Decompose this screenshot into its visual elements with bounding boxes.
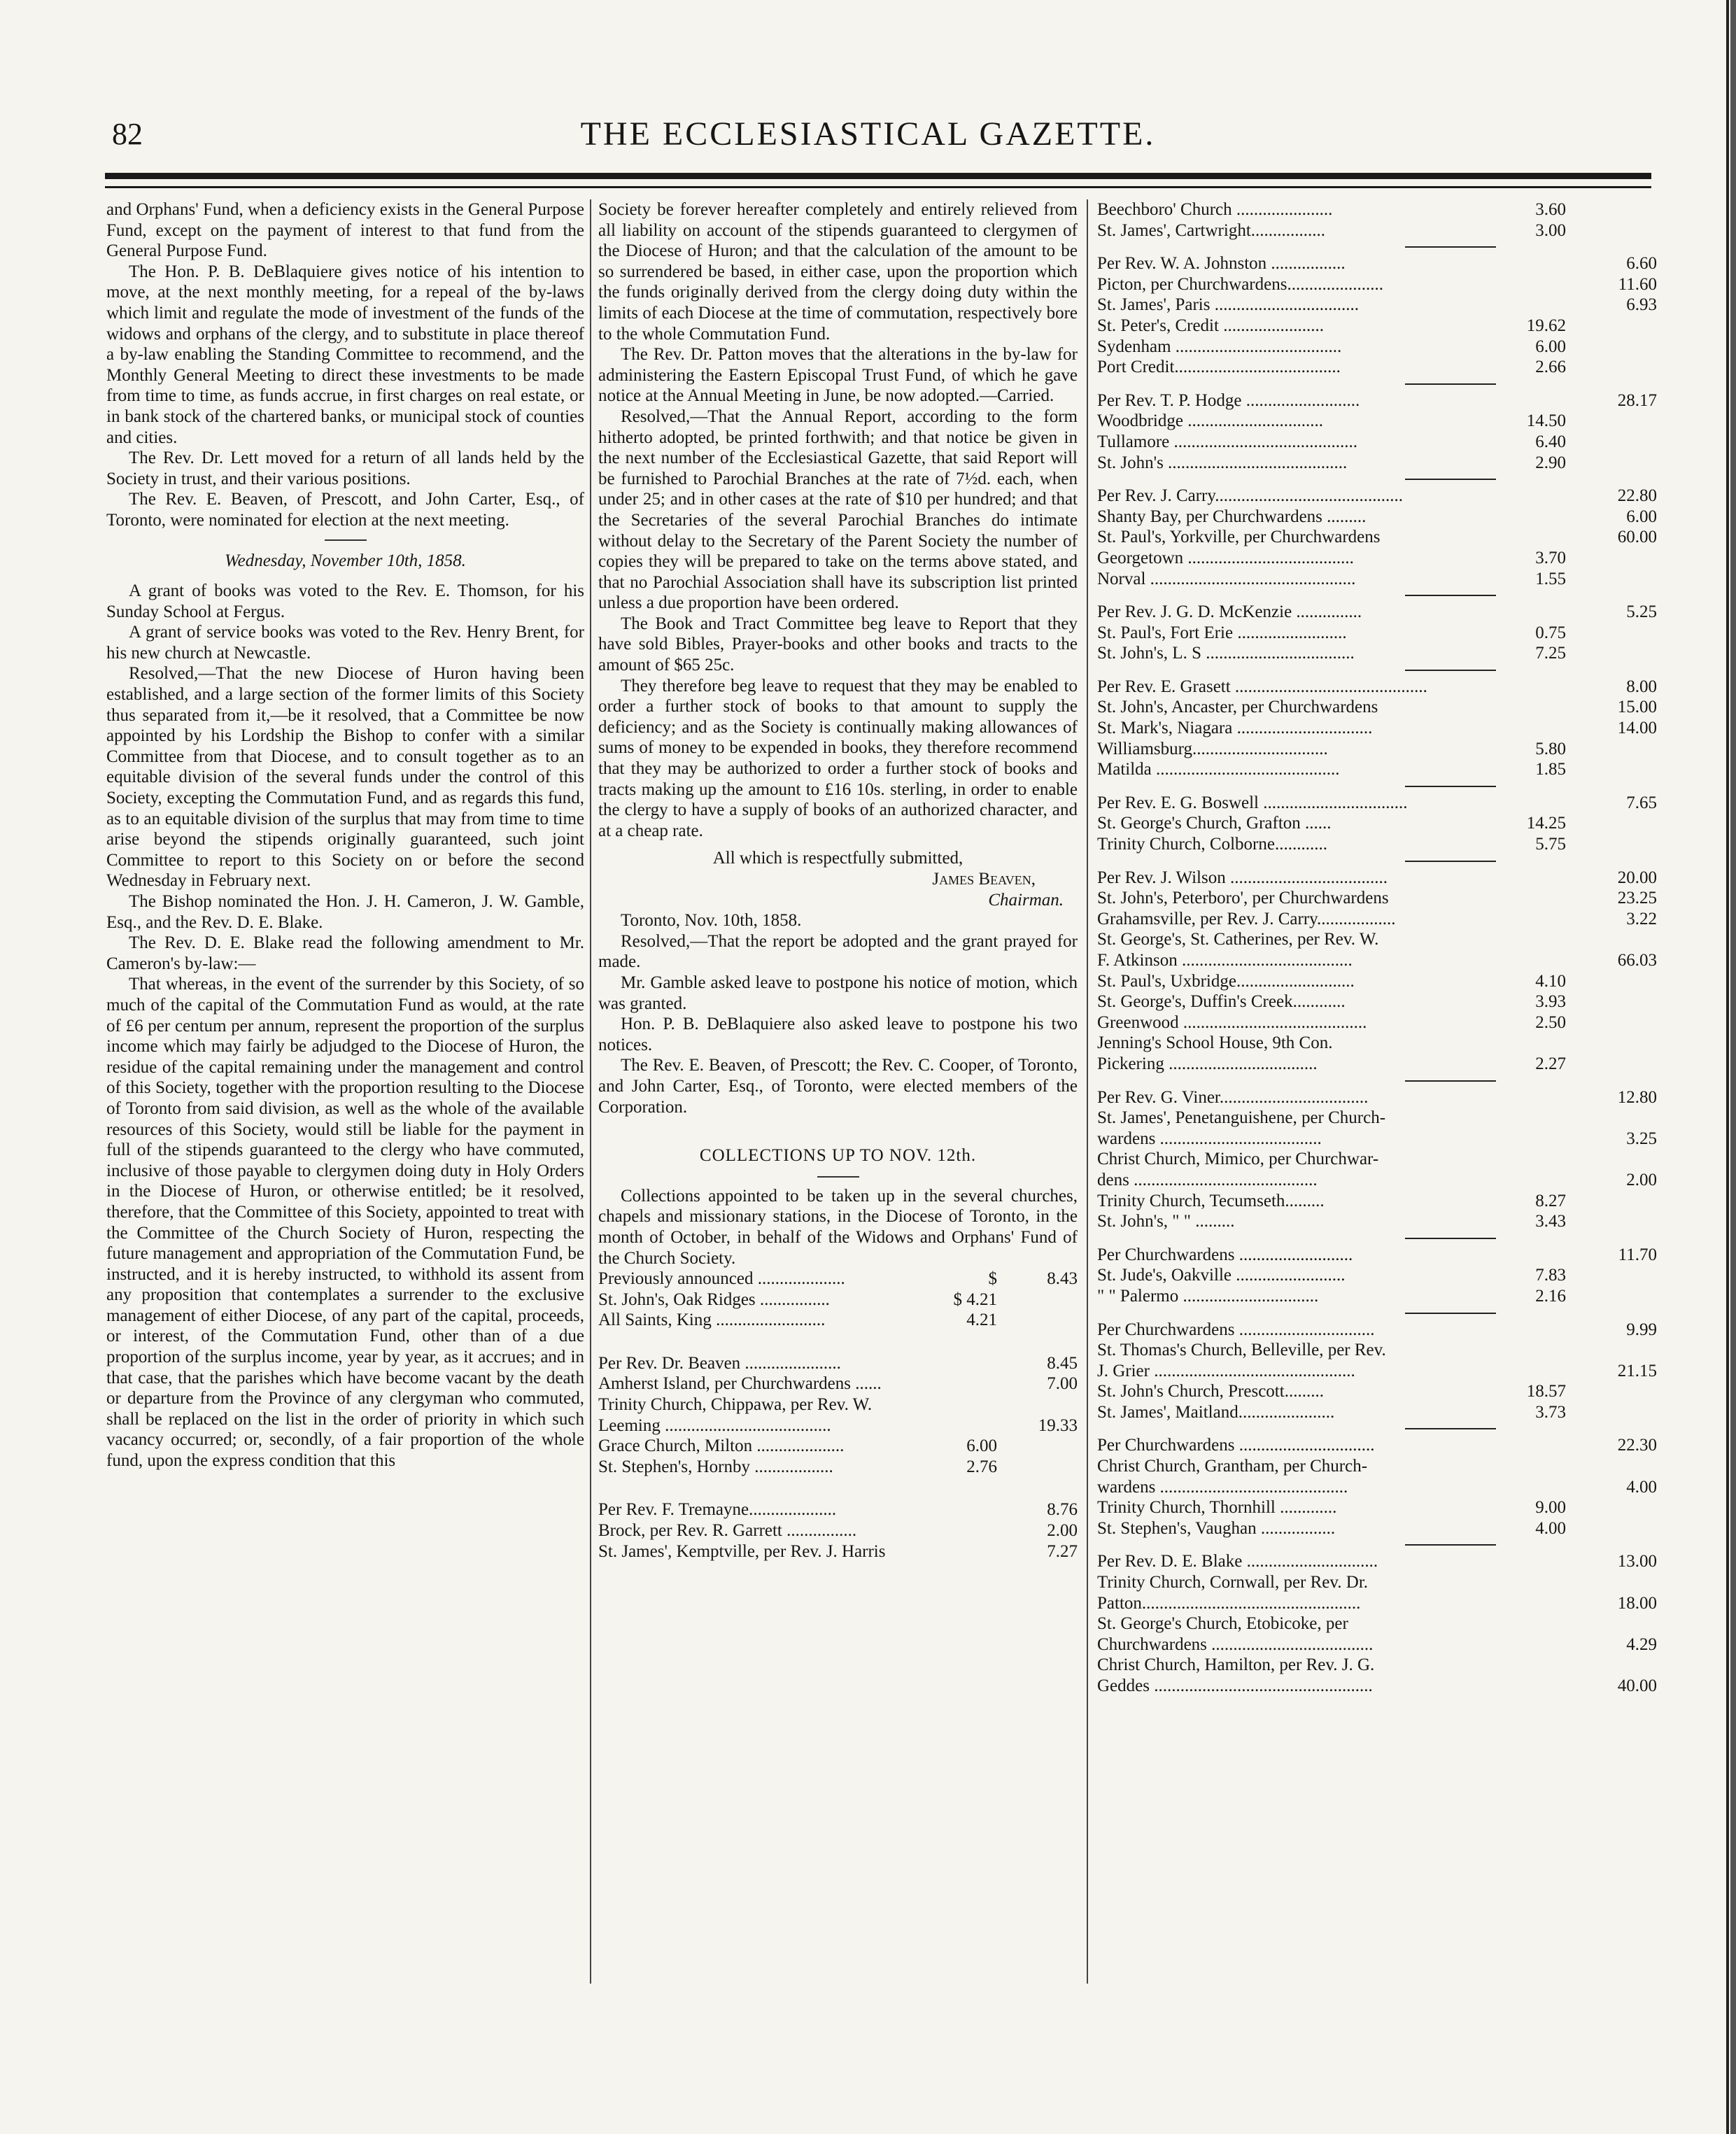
collection-row	[1097, 971, 1657, 992]
collection-row	[1097, 1361, 1657, 1382]
collection-name: St. Paul's, Fort Erie .........................	[1097, 623, 1347, 642]
collections-heading: COLLECTIONS UP TO NOV. 12th.	[699, 1146, 977, 1166]
collection-name: Pickering ..................................	[1097, 1054, 1318, 1073]
total-amount: 4.00	[1626, 1477, 1657, 1497]
column-2	[598, 199, 1078, 1562]
total-amount: 8.00	[1626, 677, 1657, 696]
collection-row	[1097, 1320, 1657, 1341]
collection-name: Trinity Church, Cornwall, per Rev. Dr.	[1097, 1573, 1369, 1592]
paragraph: That whereas, in the event of the surrender by this Society, of so much of the capital of the Commutation Fund as would, at the rate of £6 per centum per annum, represent the proportion of the surplus income which may fairly be adjudged to the Diocese of Huron, the residue of the capital remaining under the management and control of this Society, together with the proportion resulting to the Diocese of Toronto from said division, as well as the whole of the available resources of this Society, would still be liable for the payment in full of the stipends guaranteed to the clergy who have commuted, inclusive of those payable to clergymen doing duty in Holy Orders in the Diocese of Huron, or otherwise entitled; be it resolved, therefore, that the Committee of this Society, appointed to treat with the Committee of the Church Society of Huron, respecting the future management and appropriation of the Commutation Fund, be instructed, and it is hereby instructed, to withhold its assent from any proposition that contemplates a surrender to the exclusive management of either Diocese, of any part of the capital, proceeds, or interest, of the Commutation Fund, other than of a due proportion of the surplus income, year by year, as it accrues; and in that case, that the parishes which have become vacant by the death or departure from the Province of any clergyman who commuted, shall be replaced on the list in the order of priority in which such vacancy occurred; or, secondly, of a fair proportion of the whole fund, upon the express condition that this	[106, 975, 584, 1471]
collection-name: St. James', Kemptville, per Rev. J. Harris	[598, 1541, 886, 1561]
subtotal-amount: 5.80	[1535, 739, 1566, 758]
paragraph: The Rev. E. Beaven, of Prescott; the Rev. C. Cooper, of Toronto, and John Carter, Esq., of Toronto, were elected members of the Corporation.	[598, 1056, 1078, 1117]
collection-row	[598, 1541, 1078, 1562]
collection-row	[1097, 569, 1657, 590]
collection-row	[1097, 1286, 1657, 1307]
page-number: 82	[112, 117, 143, 151]
paragraph: A grant of books was voted to the Rev. E. Thomson, for his Sunday School at Fergus.	[106, 581, 584, 621]
subtotal-amount: 0.75	[1535, 623, 1566, 642]
collection-name: St. George's Church, Grafton ......	[1097, 814, 1332, 833]
collection-name: Trinity Church, Thornhill .............	[1097, 1498, 1337, 1518]
subtotal-amount: 2.27	[1535, 1054, 1566, 1073]
column-divider	[590, 199, 591, 1984]
total-amount: 28.17	[1617, 390, 1657, 410]
collection-name: St. John's Church, Prescott.........	[1097, 1382, 1324, 1401]
collection-row	[1097, 929, 1657, 950]
collection-name: Tullamore ..........................................	[1097, 432, 1357, 451]
subtotal-amount: 4.00	[1535, 1518, 1566, 1538]
subtotal-amount: 3.93	[1535, 992, 1566, 1012]
paragraph: The Bishop nominated the Hon. J. H. Cameron, J. W. Gamble, Esq., and the Rev. D. E. Blake.	[106, 892, 584, 932]
subtotal-amount: 6.00	[966, 1436, 997, 1456]
collection-name: St. George's Church, Etobicoke, per	[1097, 1614, 1348, 1634]
collection-name: Greenwood ..........................................	[1097, 1012, 1367, 1032]
collection-row	[598, 1373, 1078, 1394]
collection-row	[1097, 1340, 1657, 1361]
collection-row	[1097, 1634, 1657, 1655]
collection-name: Previously announced ....................	[598, 1269, 845, 1289]
collection-name: Per Rev. J. G. D. McKenzie ...............	[1097, 602, 1362, 622]
collection-name: Amherst Island, per Churchwardens ......	[598, 1374, 882, 1394]
total-amount: 60.00	[1617, 528, 1657, 547]
collection-row	[1097, 357, 1657, 378]
collection-name: St. Stephen's, Hornby ..................	[598, 1457, 833, 1476]
collection-row	[1097, 623, 1657, 644]
collection-row	[1097, 295, 1657, 316]
paragraph: The Rev. D. E. Blake read the following amendment to Mr. Cameron's by-law:—	[106, 933, 584, 973]
subtotal-amount: 4.10	[1535, 971, 1566, 991]
group-divider	[1405, 1313, 1496, 1314]
collection-name: Grace Church, Milton ....................	[598, 1436, 845, 1456]
collection-name: Jenning's School House, 9th Con.	[1097, 1033, 1333, 1053]
collection-row	[598, 1269, 1078, 1289]
collection-name: Christ Church, Grantham, per Church-	[1097, 1457, 1368, 1476]
collection-row	[1097, 1572, 1657, 1593]
collection-name: St. Paul's, Yorkville, per Churchwardens	[1097, 528, 1381, 547]
collection-row	[598, 1353, 1078, 1374]
subtotal-amount: 1.55	[1535, 569, 1566, 588]
group-divider	[1405, 479, 1496, 480]
collection-row	[1097, 1054, 1657, 1075]
total-amount: 2.00	[1626, 1170, 1657, 1189]
collection-name: Per Churchwardens ..........................	[1097, 1245, 1353, 1264]
collection-row	[1097, 1191, 1657, 1212]
collection-name: F. Atkinson .......................................	[1097, 951, 1353, 970]
collection-row	[1097, 1435, 1657, 1456]
collection-row	[1097, 1655, 1657, 1676]
paragraph: Resolved,—That the Annual Report, according to the form hitherto adopted, be printed forthwith; and that notice be given in the next number of the Ecclesiastical Gazette, that said Report will be furnished to Parochial Branches at the rate of 7½d. each, when under 25; and in other cases at the rate of $10 per hundred; and that the Secretaries of the several Parochial Branches do intimate without delay to the Secretary of the Parent Society the number of copies they will be prepared to take on the terms above stated, and that no Parochial Association shall have its subscription list printed unless a due proportion have been ordered.	[598, 407, 1078, 613]
total-amount: 8.43	[1047, 1269, 1078, 1289]
subtotal-amount: 3.70	[1535, 548, 1566, 567]
collection-name: Port Credit......................................	[1097, 358, 1341, 377]
total-amount: 9.99	[1626, 1320, 1657, 1339]
collection-row	[1097, 1456, 1657, 1477]
total-amount: 22.80	[1617, 486, 1657, 506]
paragraph: They therefore beg leave to request that they may be enabled to order a further stock of books to that amount to supply the deficiency; and as the Society is continually making allowances of sums of money to be expended in books, they therefore recommend that they may be authorized to order a further stock of books and tracts making up the amount to £16 10s. sterling, in order to enable the clergy to have a supply of books of an authorized character, and at a cheap rate.	[598, 676, 1078, 840]
group-divider	[1405, 861, 1496, 862]
collection-row	[1097, 718, 1657, 739]
collection-row	[598, 1394, 1078, 1415]
total-amount: 14.00	[1617, 719, 1657, 738]
collection-name: Shanty Bay, per Churchwardens .........	[1097, 507, 1367, 526]
collection-name: St. Peter's, Credit .......................	[1097, 316, 1324, 335]
paragraph: The Book and Tract Committee beg leave to Report that they have sold Bibles, Prayer-books and other books and tracts to the amount of $65 25c.	[598, 614, 1078, 675]
collection-name: Leeming ......................................	[598, 1415, 831, 1435]
group-divider	[1405, 1238, 1496, 1239]
collection-name: J. Grier ..............................................	[1097, 1361, 1355, 1380]
collection-name: St. Thomas's Church, Belleville, per Rev.	[1097, 1341, 1386, 1360]
collection-row	[1097, 1518, 1657, 1539]
collection-name: Per Rev. F. Tremayne....................	[598, 1500, 837, 1520]
collection-name: Woodbridge ...............................	[1097, 411, 1323, 431]
collection-name: Sydenham ......................................	[1097, 337, 1342, 356]
collection-row	[598, 1289, 1078, 1310]
total-amount: 21.15	[1617, 1361, 1657, 1380]
collection-row	[1097, 1593, 1657, 1614]
paragraph: The Rev. Dr. Patton moves that the alterations in the by-law for administering the Eastern Episcopal Trust Fund, of which he gave notice at the Annual Meeting in June, be now adopted.—Carried.	[598, 345, 1078, 406]
subtotal-amount: 4.21	[966, 1310, 997, 1330]
collection-name: wardens .....................................	[1097, 1129, 1322, 1148]
collection-row	[1097, 643, 1657, 664]
collection-name: Matilda ..........................................	[1097, 760, 1340, 779]
collection-row	[1097, 337, 1657, 358]
collection-row	[1097, 199, 1657, 220]
collection-row	[1097, 548, 1657, 569]
collection-name: St. John's, " " .........	[1097, 1212, 1235, 1231]
subtotal-amount: 7.83	[1535, 1266, 1566, 1285]
collection-name: St. John's, Ancaster, per Churchwardens	[1097, 698, 1378, 717]
column-divider	[1087, 199, 1088, 1984]
total-amount: 6.00	[1626, 507, 1657, 526]
group-spacer	[598, 1331, 1078, 1353]
collection-name: St. Paul's, Uxbridge...........................	[1097, 971, 1355, 991]
paragraph: Society be forever hereafter completely and entirely relieved from all liability on account of the stipends guaranteed to clergymen of the Diocese of Huron; and that the calculation of the amount to be so surrendered be based, in either case, upon the proportion which the funds originally derived from the clergy doing duty within the limits of each Diocese at the time of commutation, respectively bore to the whole Commutation Fund.	[598, 200, 1078, 344]
collection-row	[1097, 1477, 1657, 1498]
group-divider	[1405, 786, 1496, 787]
page-edge-border	[1716, 0, 1736, 2134]
total-amount: 8.45	[1047, 1353, 1078, 1373]
subtotal-amount: 6.00	[1535, 337, 1566, 356]
group-divider	[1405, 670, 1496, 671]
collection-name: St. George's, St. Catherines, per Rev. W.	[1097, 930, 1379, 949]
total-amount: 3.25	[1626, 1129, 1657, 1148]
collection-row	[1097, 868, 1657, 889]
collection-name: Churchwardens .....................................	[1097, 1634, 1374, 1654]
paragraph: Hon. P. B. DeBlaquiere also asked leave to postpone his two notices.	[598, 1015, 1078, 1054]
group-divider	[1405, 1544, 1496, 1546]
total-amount: 6.60	[1626, 254, 1657, 274]
page-title: THE ECCLESIASTICAL GAZETTE.	[580, 115, 1156, 153]
total-amount: 8.76	[1047, 1500, 1078, 1520]
paragraph: and Orphans' Fund, when a deficiency exists in the General Purpose Fund, except on the payment of interest to that fund from the General Purpose Fund.	[106, 200, 584, 261]
collection-name: St. James', Cartwright.................	[1097, 220, 1326, 240]
subtotal-amount: 14.25	[1526, 814, 1566, 833]
collection-name: Picton, per Churchwardens......................	[1097, 274, 1383, 294]
subtotal-amount: 3.60	[1535, 200, 1566, 219]
collection-row	[1097, 834, 1657, 855]
collection-row	[598, 1415, 1078, 1436]
group-divider	[1405, 246, 1496, 248]
collection-row	[1097, 1381, 1657, 1402]
total-amount: 13.00	[1617, 1552, 1657, 1571]
collection-name: Per Rev. W. A. Johnston .................	[1097, 254, 1346, 274]
collection-name: wardens ...........................................	[1097, 1477, 1348, 1497]
collection-row	[1097, 316, 1657, 337]
group-divider	[1405, 383, 1496, 385]
group-divider	[1405, 1080, 1496, 1082]
paragraph: A grant of service books was voted to the Rev. Henry Brent, for his new church at Newcastle.	[106, 623, 584, 663]
collection-name: St. James', Maitland......................	[1097, 1402, 1335, 1422]
collection-name: Trinity Church, Tecumseth.........	[1097, 1191, 1325, 1210]
subtotal-amount: 14.50	[1526, 411, 1566, 431]
collection-row	[1097, 1033, 1657, 1054]
collection-name: Christ Church, Mimico, per Churchwar-	[1097, 1150, 1379, 1169]
paragraph: The Rev. E. Beaven, of Prescott, and John Carter, Esq., of Toronto, were nominated for election at the next meeting.	[106, 490, 584, 530]
total-amount: 15.00	[1617, 698, 1657, 717]
collections-list	[598, 1269, 1078, 1562]
subtotal-amount: $ 4.21	[953, 1289, 997, 1309]
collection-row	[598, 1310, 1078, 1331]
subtotal-amount: 5.75	[1535, 835, 1566, 854]
collection-row	[1097, 677, 1657, 698]
collection-row	[1097, 1551, 1657, 1572]
collection-row	[1097, 1170, 1657, 1191]
collection-name: Per Rev. T. P. Hodge ..........................	[1097, 390, 1360, 410]
total-amount: 7.00	[1047, 1374, 1078, 1394]
subtotal-amount: 6.40	[1535, 432, 1566, 451]
collection-name: Norval ...............................................	[1097, 569, 1356, 588]
collection-row	[1097, 1012, 1657, 1033]
collection-name: Christ Church, Hamilton, per Rev. J. G.	[1097, 1655, 1375, 1675]
total-amount: 11.70	[1618, 1245, 1657, 1264]
total-amount: 6.93	[1626, 295, 1657, 315]
total-amount: 4.29	[1626, 1634, 1657, 1654]
collection-name: Per Rev. D. E. Blake ..............................	[1097, 1552, 1378, 1571]
subtotal-amount: 2.50	[1535, 1012, 1566, 1032]
collection-name: St. James', Paris .................................	[1097, 295, 1359, 315]
collection-name: St. Mark's, Niagara ...............................	[1097, 719, 1373, 738]
collection-row	[1097, 1676, 1657, 1697]
collection-row	[598, 1499, 1078, 1520]
total-amount: 18.00	[1617, 1593, 1657, 1613]
collection-name: Williamsburg...............................	[1097, 739, 1328, 758]
total-amount: 12.80	[1617, 1087, 1657, 1107]
total-amount: 5.25	[1626, 602, 1657, 622]
collection-row	[1097, 739, 1657, 760]
group-divider	[1405, 595, 1496, 596]
group-spacer	[598, 1477, 1078, 1499]
group-divider	[1405, 1428, 1496, 1429]
paragraph: Resolved,—That the new Diocese of Huron having been established, and a large section of the former limits of this Society thus separated from it,—be it resolved, that a Committee be now appointed by his Lordship the Bishop to confer with a similar Committee from that Diocese, and to consult together as to an equitable division of the several funds under the control of this Society, excepting the Commutation Fund, and as regards this fund, as to an equitable division of the surplus that may from time to time arise beyond the stipends originally guaranteed, such joint Committee to report to this Society on or before the second Wednesday in February next.	[106, 664, 584, 891]
collection-name: Patton..................................................	[1097, 1593, 1361, 1613]
collection-row	[1097, 253, 1657, 274]
collection-row	[1097, 453, 1657, 474]
total-amount: 22.30	[1617, 1436, 1657, 1455]
collection-name: Beechboro' Church ......................	[1097, 200, 1333, 219]
subtotal-amount: 7.25	[1535, 644, 1566, 663]
subtotal-amount: 18.57	[1526, 1382, 1566, 1401]
total-amount: 66.03	[1617, 951, 1657, 970]
subtotal-amount: 3.43	[1535, 1212, 1566, 1231]
subtotal-amount: 2.76	[966, 1457, 997, 1476]
collection-row	[598, 1457, 1078, 1478]
collection-row	[1097, 486, 1657, 507]
signer-role: Chairman.	[988, 890, 1064, 910]
collection-name: All Saints, King .........................	[598, 1310, 826, 1330]
total-amount: 2.00	[1047, 1521, 1078, 1541]
place-date: Toronto, Nov. 10th, 1858.	[621, 911, 802, 931]
collection-row	[1097, 793, 1657, 814]
collection-name: Per Rev. E. G. Boswell .................................	[1097, 793, 1408, 812]
collection-row	[1097, 1149, 1657, 1170]
total-amount: 23.25	[1617, 889, 1657, 908]
subtotal-amount: 1.85	[1535, 760, 1566, 779]
collection-row	[1097, 1613, 1657, 1634]
subtotal-amount: 9.00	[1535, 1498, 1566, 1518]
total-amount: 3.22	[1626, 909, 1657, 928]
collection-name: Per Rev. J. Wilson ....................................	[1097, 868, 1388, 887]
collection-name: Geddes ..................................................	[1097, 1676, 1373, 1695]
collection-name: Per Rev. Dr. Beaven ......................	[598, 1353, 841, 1373]
subtotal-amount: 19.62	[1526, 316, 1566, 335]
collection-name: St. John's, Peterboro', per Churchwardens	[1097, 889, 1389, 908]
collection-row	[1097, 759, 1657, 780]
collection-name: St. Stephen's, Vaughan .................	[1097, 1518, 1336, 1538]
collection-name: Brock, per Rev. R. Garrett ................	[598, 1521, 857, 1541]
collection-row	[1097, 1211, 1657, 1232]
collection-row	[1097, 602, 1657, 623]
subtotal-amount: 2.90	[1535, 453, 1566, 472]
collection-row	[1097, 1129, 1657, 1150]
collection-name: St. John's .........................................	[1097, 453, 1348, 472]
section-divider	[325, 539, 367, 541]
collection-name: St. Jude's, Oakville .........................	[1097, 1266, 1346, 1285]
collection-row	[1097, 1245, 1657, 1266]
collection-name: Per Churchwardens ...............................	[1097, 1320, 1375, 1339]
total-amount: 7.27	[1047, 1541, 1078, 1561]
collections-list	[1097, 199, 1657, 1697]
collection-row	[1097, 1402, 1657, 1423]
subtotal-amount: 2.66	[1535, 358, 1566, 377]
collection-name: Trinity Church, Chippawa, per Rev. W.	[598, 1395, 873, 1415]
collection-row	[1097, 432, 1657, 453]
collection-row	[1097, 950, 1657, 971]
collection-name: Trinity Church, Colborne............	[1097, 835, 1327, 854]
header-thin-rule	[105, 186, 1651, 188]
subtotal-amount: 3.00	[1535, 220, 1566, 240]
collection-row	[1097, 1087, 1657, 1108]
collection-row	[1097, 1497, 1657, 1518]
collection-name: Per Rev. G. Viner..................................	[1097, 1087, 1369, 1107]
meeting-date: Wednesday, November 10th, 1858.	[225, 551, 466, 570]
collection-name: St. James', Penetanguishene, per Church-	[1097, 1108, 1386, 1128]
column-3	[1097, 199, 1657, 1697]
collection-name: dens ..........................................	[1097, 1170, 1318, 1189]
collection-row	[1097, 1108, 1657, 1129]
collection-name: Georgetown ......................................	[1097, 548, 1354, 567]
subtotal-amount: 3.73	[1535, 1402, 1566, 1422]
collection-name: " " Palermo ...............................	[1097, 1286, 1319, 1306]
submitted-line: All which is respectfully submitted,	[712, 849, 964, 868]
collection-row	[1097, 1265, 1657, 1286]
subtotal-amount: 8.27	[1535, 1191, 1566, 1210]
signer-name: James Beaven,	[932, 870, 1036, 889]
subtotal-amount: 2.16	[1535, 1286, 1566, 1306]
collection-row	[1097, 909, 1657, 930]
collection-name: St. George's, Duffin's Creek............	[1097, 992, 1346, 1012]
collection-name: Per Rev. J. Carry...........................................	[1097, 486, 1403, 506]
collection-row	[1097, 813, 1657, 834]
total-amount: 40.00	[1617, 1676, 1657, 1695]
collection-row	[1097, 697, 1657, 718]
collection-name: St. John's, L. S ..................................	[1097, 644, 1355, 663]
collection-name: St. John's, Oak Ridges ................	[598, 1289, 830, 1309]
total-amount: 11.60	[1618, 274, 1657, 294]
paragraph: Resolved,—That the report be adopted and the grant prayed for made.	[598, 931, 1078, 972]
collection-name: Per Rev. E. Grasett ............................................	[1097, 677, 1427, 696]
total-amount: 20.00	[1617, 868, 1657, 887]
section-divider	[817, 1176, 859, 1178]
collection-row	[1097, 274, 1657, 295]
collection-row	[598, 1436, 1078, 1457]
column-1	[106, 199, 584, 1471]
header-thick-rule	[105, 173, 1651, 179]
total-amount: 19.33	[1038, 1415, 1078, 1435]
collection-row	[1097, 888, 1657, 909]
collection-row	[1097, 527, 1657, 548]
subtotal-amount: $	[988, 1269, 997, 1289]
collection-row	[1097, 411, 1657, 432]
collection-row	[1097, 220, 1657, 241]
collections-intro: Collections appointed to be taken up in the several churches, chapels and missionary stations, in the Diocese of Toronto, in the month of October, in behalf of the Widows and Orphans' Fund of the Church Society.	[598, 1186, 1078, 1268]
collection-name: Per Churchwardens ...............................	[1097, 1436, 1375, 1455]
collection-row	[1097, 390, 1657, 411]
paragraph: Mr. Gamble asked leave to postpone his notice of motion, which was granted.	[598, 973, 1078, 1013]
collection-row	[1097, 991, 1657, 1012]
paragraph: The Rev. Dr. Lett moved for a return of all lands held by the Society in trust, and their various positions.	[106, 448, 584, 488]
collection-name: Grahamsville, per Rev. J. Carry..................	[1097, 909, 1396, 928]
collection-row	[598, 1520, 1078, 1541]
total-amount: 7.65	[1626, 793, 1657, 812]
collection-row	[1097, 507, 1657, 528]
paragraph: The Hon. P. B. DeBlaquiere gives notice of his intention to move, at the next monthly meeting, for a repeal of the by-laws which limit and regulate the mode of investment of the funds of the widows and orphans of the clergy, and to substitute in place thereof a by-law enabling the Standing Committee to recommend, and the Monthly General Meeting to direct these investments to be made from time to time, as funds accrue, in first charges on real estate, or in bank stock of the chartered banks, or municipal stock of counties and cities.	[106, 262, 584, 447]
